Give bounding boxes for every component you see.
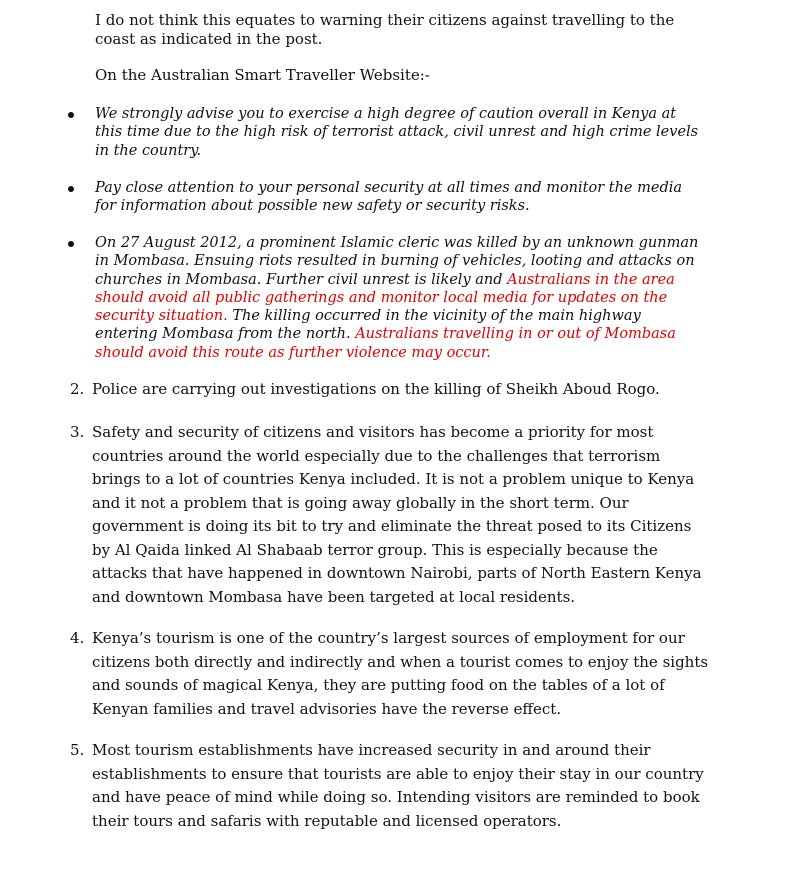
bullet-dot-icon [68, 241, 74, 247]
numbered-item [70, 627, 710, 721]
numbered-item [70, 739, 710, 833]
bullet-item [68, 179, 708, 216]
numbered-item [70, 378, 710, 402]
item-number: 3. [70, 423, 85, 441]
item-number: 5. [70, 741, 85, 759]
bullet-dot-icon [68, 112, 74, 118]
bullet-item [68, 105, 708, 160]
numbered-item [70, 421, 710, 609]
highlighted-warning: Australians travelling in or out of Mombasa should avoid this route as further violence may occur. [95, 326, 676, 361]
item-text: Police are carrying out investigations on the killing of Sheikh Aboud Rogo. [92, 380, 660, 398]
bullet-text-segment: The killing occurred in the vicinity of the main highway entering Mombasa from the north. [95, 308, 641, 343]
bullet-item [68, 234, 708, 362]
bullet-text-segment: On 27 August 2012, a prominent Islamic cleric was killed by an unknown gunman in Mombasa. Ensuing riots resulted in burning of vehicles, looting and attacks on churches in Mombasa. Further civil unrest is likely and [95, 235, 699, 288]
bullet-text: We strongly advise you to exercise a high degree of caution overall in Kenya at this time due to the high risk of terrorist attack, civil unrest and high crime levels in the country. [95, 106, 699, 159]
bullet-text: Pay close attention to your personal security at all times and monitor the media for information about possible new safety or security risks. [95, 180, 683, 215]
bullet-dot-icon [68, 186, 74, 192]
item-number: 2. [70, 380, 85, 398]
item-text: Most tourism establishments have increased security in and around their establishments to ensure that tourists are able to enjoy their stay in our country and have peace of mind while doing so. Intending visitors are reminded to book their tours and safaris with reputable and licensed operators. [92, 741, 704, 830]
item-number: 4. [70, 629, 85, 647]
intro-paragraph: I do not think this equates to warning their citizens against travelling to the coast as indicated in the post. [95, 11, 675, 48]
bullet-text [95, 234, 707, 362]
source-heading: On the Australian Smart Traveller Website:- [95, 66, 430, 84]
item-text: Safety and security of citizens and visitors has become a priority for most countries around the world especially due to the challenges that terrorism brings to a lot of countries Kenya included. It is not a problem unique to Kenya and it not a problem that is going away globally in the short term. Our government is doing its bit to try and eliminate the threat posed to its Citizens by Al Qaida linked Al Shabaab terror group. This is especially because the attacks that have happened in downtown Nairobi, parts of North Eastern Kenya and downtown Mombasa have been targeted at local residents. [92, 423, 702, 606]
item-text: Kenya’s tourism is one of the country’s largest sources of employment for our citizens both directly and indirectly and when a tourist comes to enjoy the sights and sounds of magical Kenya, they are putting food on the tables of a lot of Kenyan families and travel advisories have the reverse effect. [92, 629, 709, 718]
highlighted-warning: Australians in the area should avoid all public gatherings and monitor local media for updates on the security situation. [95, 271, 675, 325]
